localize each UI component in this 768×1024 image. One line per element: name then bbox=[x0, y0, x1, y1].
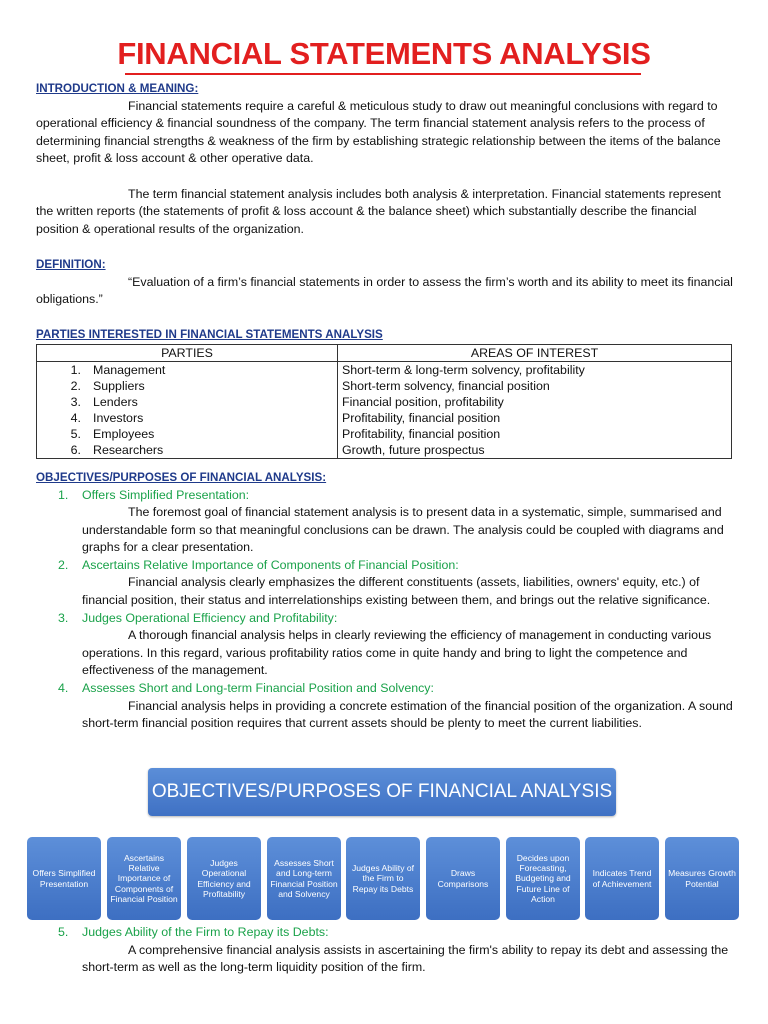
list-item bbox=[36, 487, 734, 557]
table-row bbox=[37, 426, 732, 442]
diagram-box: Indicates Trend of Achievement bbox=[585, 837, 659, 920]
parties-heading: PARTIES INTERESTED IN FINANCIAL STATEMENTS ANALYSIS bbox=[36, 328, 383, 342]
list-item bbox=[36, 680, 734, 733]
party-cell: Investors bbox=[89, 410, 338, 426]
diagram-box: Decides upon Forecasting, Budgeting and Future Line of Action bbox=[506, 837, 580, 920]
objective-number: 2. bbox=[58, 557, 69, 572]
interest-cell: Short-term & long-term solvency, profitability bbox=[338, 361, 732, 378]
intro-paragraph-2: The term financial statement analysis includes both analysis & interpretation. Financial statements represent the written reports (the statements of profit & loss account & the balance sheet) which substantially describe the financial position & operational results of the organization. bbox=[36, 186, 721, 236]
list-item bbox=[36, 610, 734, 680]
diagram-box: Assesses Short and Long-term Financial Position and Solvency bbox=[267, 837, 341, 920]
interest-cell: Financial position, profitability bbox=[338, 394, 732, 410]
objective-number: 5. bbox=[58, 925, 69, 939]
document-title: FINANCIAL STATEMENTS ANALYSIS bbox=[117, 36, 651, 71]
objective-heading: Offers Simplified Presentation: bbox=[82, 487, 250, 502]
col-header-parties: PARTIES bbox=[37, 344, 338, 361]
objective-5-section bbox=[36, 924, 734, 977]
objective-heading: Judges Ability of the Firm to Repay its Debts: bbox=[82, 925, 329, 939]
objective-number: 3. bbox=[58, 610, 69, 625]
document-body bbox=[36, 80, 734, 733]
objective-number: 4. bbox=[58, 681, 69, 696]
objectives-list bbox=[36, 487, 734, 733]
diagram-box: Draws Comparisons bbox=[426, 837, 500, 920]
row-number: 3. bbox=[37, 394, 90, 410]
diagram-box: Ascertains Relative Importance of Components of Financial Position bbox=[107, 837, 181, 920]
row-number: 5. bbox=[37, 426, 90, 442]
table-row bbox=[37, 361, 732, 378]
intro-paragraph-1: Financial statements require a careful & meticulous study to draw out meaningful conclusions with regard to operational efficiency & financial soundness of the company. The term financial statement analysis refers to the process of determining financial strengths & weakness of the firm by establishing strategic relationship between the items of the balance sheet, profit & loss account & other operative data. bbox=[36, 98, 721, 166]
objective-body: The foremost goal of financial statement analysis is to present data in a systematic, simple, summarised and understandable form so that meaningful conclusions can be drawn. The analysis could be coupled with diagrams and graphs for a clear presentation. bbox=[82, 505, 724, 555]
objective-heading: Judges Operational Efficiency and Profitability: bbox=[82, 610, 338, 625]
list-item bbox=[36, 557, 734, 610]
title-underline bbox=[125, 73, 641, 75]
diagram-box: Judges Ability of the Firm to Repay its Debts bbox=[346, 837, 420, 920]
table-row bbox=[37, 442, 732, 459]
diagram-box: Judges Operational Efficiency and Profitability bbox=[187, 837, 261, 920]
row-number: 2. bbox=[37, 378, 90, 394]
objective-heading: Assesses Short and Long-term Financial Position and Solvency: bbox=[82, 681, 434, 696]
col-header-interest: AREAS OF INTEREST bbox=[338, 344, 732, 361]
row-number: 6. bbox=[37, 442, 90, 459]
interest-cell: Short-term solvency, financial position bbox=[338, 378, 732, 394]
row-number: 1. bbox=[37, 361, 90, 378]
intro-heading: INTRODUCTION & MEANING: bbox=[36, 82, 199, 95]
objectives-heading: OBJECTIVES/PURPOSES OF FINANCIAL ANALYSIS: bbox=[36, 470, 327, 484]
parties-table bbox=[36, 344, 732, 459]
diagram-box: Offers Simplified Presentation bbox=[27, 837, 101, 920]
table-row bbox=[37, 394, 732, 410]
objective-body: A comprehensive financial analysis assists in ascertaining the firm's ability to repay its debt and assessing the short-term as well as the long-term liquidity position of the firm. bbox=[82, 942, 729, 975]
interest-cell: Profitability, financial position bbox=[338, 410, 732, 426]
list-item bbox=[36, 924, 734, 977]
party-cell: Management bbox=[89, 361, 338, 378]
objective-heading: Ascertains Relative Importance of Components of Financial Position: bbox=[82, 557, 459, 572]
table-row bbox=[37, 378, 732, 394]
definition-text: “Evaluation of a firm’s financial statements in order to assess the firm’s worth and its ability to meet its financial obligations.” bbox=[36, 274, 733, 307]
diagram-box: Measures Growth Potential bbox=[665, 837, 739, 920]
row-number: 4. bbox=[37, 410, 90, 426]
objective-body: Financial analysis clearly emphasizes the different constituents (assets, liabilities, owners' equity, etc.) of financial position, their status and interrelationships existing between them, and brings out the relative significance. bbox=[82, 575, 711, 608]
party-cell: Researchers bbox=[89, 442, 338, 459]
interest-cell: Growth, future prospectus bbox=[338, 442, 732, 459]
party-cell: Suppliers bbox=[89, 378, 338, 394]
objective-number: 1. bbox=[58, 487, 69, 502]
objective-body: A thorough financial analysis helps in clearly reviewing the efficiency of management in conducting various operations. In this regard, various profitability ratios come in quite handy and bring to light the competence and effectiveness of the management. bbox=[82, 628, 712, 678]
table-row bbox=[37, 410, 732, 426]
objective-body: Financial analysis helps in providing a concrete estimation of the financial position of the organization. A sound short-term financial position requires that current assets should be plenty to meet the current liabilities. bbox=[82, 698, 733, 731]
party-cell: Employees bbox=[89, 426, 338, 442]
diagram-boxes bbox=[27, 837, 739, 920]
diagram-title: OBJECTIVES/PURPOSES OF FINANCIAL ANALYSIS bbox=[148, 768, 616, 816]
interest-cell: Profitability, financial position bbox=[338, 426, 732, 442]
party-cell: Lenders bbox=[89, 394, 338, 410]
definition-heading: DEFINITION: bbox=[36, 257, 106, 271]
